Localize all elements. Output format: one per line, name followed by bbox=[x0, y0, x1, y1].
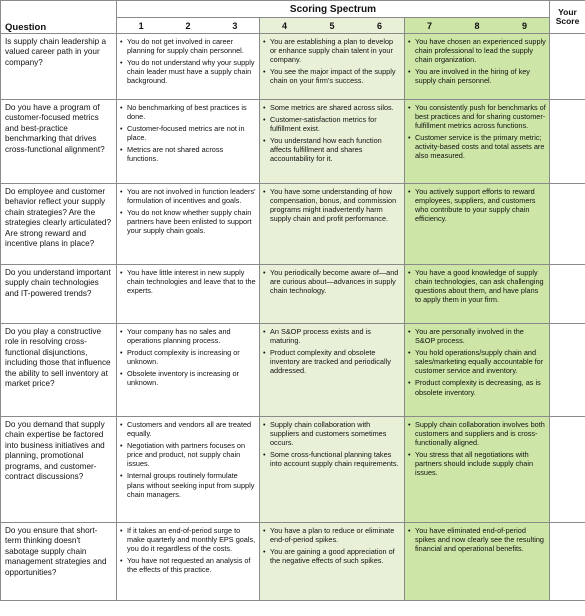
list-item: • You periodically become aware of—and are curious about—advances in supply chain technology. bbox=[263, 268, 401, 295]
criteria-list bbox=[117, 34, 259, 90]
question-cell: Do you understand important supply chain technologies and IT-powered trends? bbox=[1, 265, 117, 324]
criteria-list bbox=[405, 523, 549, 558]
list-item: • Customer-satisfaction metrics for fulfillment exist. bbox=[263, 115, 401, 133]
score-5: 5 bbox=[329, 20, 335, 31]
question-cell: Do you ensure that short-term thinking doesn't sabotage supply chain management strategies and opportunities? bbox=[1, 523, 117, 601]
criteria-cell-high bbox=[405, 324, 550, 417]
your-score-cell[interactable] bbox=[550, 34, 585, 100]
list-item: • Supply chain collaboration with suppliers and customers sometimes occurs. bbox=[263, 420, 401, 447]
your-score-cell[interactable] bbox=[550, 184, 585, 265]
criteria-cell-mid bbox=[260, 34, 405, 100]
your-score-label-1: Your bbox=[558, 7, 577, 17]
criteria-cell-low bbox=[117, 265, 260, 324]
criteria-list bbox=[405, 265, 549, 309]
your-score-cell[interactable] bbox=[550, 100, 585, 184]
score-9: 9 bbox=[522, 20, 528, 31]
criteria-cell-high bbox=[405, 523, 550, 601]
criteria-cell-mid bbox=[260, 265, 405, 324]
score-3: 3 bbox=[232, 20, 238, 31]
score-7: 7 bbox=[426, 20, 432, 31]
score-2: 2 bbox=[185, 20, 191, 31]
list-item: • You have chosen an experienced supply chain professional to lead the supply chain organization. bbox=[408, 37, 546, 64]
your-score-cell[interactable] bbox=[550, 417, 585, 523]
list-item: • You are gaining a good appreciation of the negative effects of such spikes. bbox=[263, 547, 401, 565]
list-item: • You actively support efforts to reward employees, suppliers, and customers who contribute to your supply chain efficiency. bbox=[408, 187, 546, 223]
criteria-cell-high bbox=[405, 34, 550, 100]
list-item: • You stress that all negotiations with partners should include supply chain issues. bbox=[408, 450, 546, 477]
list-item: • You understand how each function affects fulfillment and shares accountability for it. bbox=[263, 136, 401, 163]
list-item: • Product complexity and obsolete inventory are tracked and periodically addressed. bbox=[263, 348, 401, 375]
your-score-cell[interactable] bbox=[550, 265, 585, 324]
question-cell: Do you demand that supply chain expertise be factored into business initiatives and planning, promotional programs, and customer-contract discussions? bbox=[1, 417, 117, 523]
criteria-cell-mid bbox=[260, 100, 405, 184]
list-item: • You have eliminated end-of-period spikes and now clearly see the resulting financial and operational benefits. bbox=[408, 526, 546, 553]
list-item: • You see the major impact of the supply chain on your firm's success. bbox=[263, 67, 401, 85]
question-cell: Do you have a program of customer-focused metrics and best-practice benchmarking that drives cross-functional alignment? bbox=[1, 100, 117, 184]
list-item: • Some cross-functional planning takes into account supply chain requirements. bbox=[263, 450, 401, 468]
list-item: • Customer service is the primary metric; activity-based costs and total assets are also measured. bbox=[408, 133, 546, 160]
question-cell: Is supply chain leadership a valued career path in your company? bbox=[1, 34, 117, 100]
criteria-cell-mid bbox=[260, 523, 405, 601]
list-item: • You have a plan to reduce or eliminate end-of-period spikes. bbox=[263, 526, 401, 544]
scorecard-body bbox=[1, 34, 585, 601]
list-item: • No benchmarking of best practices is done. bbox=[120, 103, 256, 121]
scoring-spectrum-header: Scoring Spectrum bbox=[117, 1, 550, 18]
list-item: • Obsolete inventory is increasing or unknown. bbox=[120, 369, 256, 387]
score-range-high bbox=[405, 18, 550, 34]
question-cell: Do you play a constructive role in resolving cross-functional disjunctions, including those that influence the ability to sell inventory at market price? bbox=[1, 324, 117, 417]
criteria-cell-mid bbox=[260, 324, 405, 417]
criteria-cell-low bbox=[117, 100, 260, 184]
list-item: • You are establishing a plan to develop or enhance supply chain talent in your company. bbox=[263, 37, 401, 64]
table-row bbox=[1, 265, 585, 324]
list-item: • Some metrics are shared across silos. bbox=[263, 103, 401, 112]
your-score-header bbox=[550, 1, 585, 34]
list-item: • You are personally involved in the S&OP process. bbox=[408, 327, 546, 345]
list-item: • Customers and vendors all are treated equally. bbox=[120, 420, 256, 438]
list-item: • You consistently push for benchmarks of best practices and for sharing customer-fulfillment metrics across functions. bbox=[408, 103, 546, 130]
table-row bbox=[1, 184, 585, 265]
criteria-list bbox=[405, 34, 549, 90]
list-item: • Product complexity is decreasing, as is obsolete inventory. bbox=[408, 378, 546, 396]
list-item: • Customer-focused metrics are not in place. bbox=[120, 124, 256, 142]
criteria-list bbox=[260, 324, 404, 380]
list-item: • You have some understanding of how compensation, bonus, and commission programs might inadvertently harm supply chain and profit performance. bbox=[263, 187, 401, 223]
list-item: • You are involved in the hiring of key supply chain personnel. bbox=[408, 67, 546, 85]
criteria-list bbox=[117, 184, 259, 240]
criteria-cell-mid bbox=[260, 417, 405, 523]
criteria-list bbox=[117, 265, 259, 300]
question-cell: Do employee and customer behavior reflect your supply chain strategies? Are the strategies clearly articulated? Are strong reward and incentive plans in place? bbox=[1, 184, 117, 265]
your-score-cell[interactable] bbox=[550, 324, 585, 417]
criteria-cell-low bbox=[117, 417, 260, 523]
table-row bbox=[1, 324, 585, 417]
criteria-cell-high bbox=[405, 265, 550, 324]
list-item: • If it takes an end-of-period surge to make quarterly and monthly EPS goals, you do it regardless of the costs. bbox=[120, 526, 256, 553]
list-item: • You are not involved in function leaders' formulation of incentives and goals. bbox=[120, 187, 256, 205]
table-row bbox=[1, 100, 585, 184]
score-range-mid bbox=[260, 18, 405, 34]
criteria-cell-low bbox=[117, 34, 260, 100]
criteria-list bbox=[405, 100, 549, 166]
list-item: • Supply chain collaboration involves both customers and suppliers and is cross-functionally aligned. bbox=[408, 420, 546, 447]
criteria-list bbox=[117, 324, 259, 393]
criteria-cell-high bbox=[405, 417, 550, 523]
score-6: 6 bbox=[377, 20, 383, 31]
criteria-list bbox=[117, 100, 259, 169]
score-range-low bbox=[117, 18, 260, 34]
criteria-cell-low bbox=[117, 523, 260, 601]
score-4: 4 bbox=[281, 20, 287, 31]
list-item: • You do not get involved in career planning for supply chain personnel. bbox=[120, 37, 256, 55]
list-item: • Your company has no sales and operations planning process. bbox=[120, 327, 256, 345]
criteria-list bbox=[405, 184, 549, 228]
criteria-list bbox=[405, 417, 549, 483]
criteria-cell-mid bbox=[260, 184, 405, 265]
score-1: 1 bbox=[138, 20, 144, 31]
criteria-list bbox=[405, 324, 549, 402]
criteria-list bbox=[117, 523, 259, 579]
table-row bbox=[1, 523, 585, 601]
table-row bbox=[1, 34, 585, 100]
list-item: • You have little interest in new supply chain technologies and leave that to the experts. bbox=[120, 268, 256, 295]
your-score-cell[interactable] bbox=[550, 523, 585, 601]
score-8: 8 bbox=[474, 20, 480, 31]
criteria-list bbox=[260, 184, 404, 228]
list-item: • Product complexity is increasing or unknown. bbox=[120, 348, 256, 366]
criteria-list bbox=[260, 417, 404, 473]
list-item: • You do not know whether supply chain partners have been enlisted to support your supply chain goals. bbox=[120, 208, 256, 235]
list-item: • An S&OP process exists and is maturing. bbox=[263, 327, 401, 345]
list-item: • Internal groups routinely formulate plans without seeking input from supply chain managers. bbox=[120, 471, 256, 498]
list-item: • Negotiation with partners focuses on price and product, not supply chain issues. bbox=[120, 441, 256, 468]
list-item: • You have not requested an analysis of the effects of this practice. bbox=[120, 556, 256, 574]
criteria-list bbox=[117, 417, 259, 504]
criteria-list bbox=[260, 523, 404, 570]
table-row bbox=[1, 417, 585, 523]
list-item: • You hold operations/supply chain and sales/marketing equally accountable for customer service and inventory. bbox=[408, 348, 546, 375]
criteria-cell-low bbox=[117, 324, 260, 417]
list-item: • You do not understand why your supply chain leader must have a supply chain background. bbox=[120, 58, 256, 85]
criteria-list bbox=[260, 34, 404, 90]
question-column-header: Question bbox=[1, 1, 117, 34]
criteria-cell-high bbox=[405, 100, 550, 184]
criteria-cell-low bbox=[117, 184, 260, 265]
list-item: • Metrics are not shared across functions. bbox=[120, 145, 256, 163]
your-score-label-2: Score bbox=[555, 16, 580, 26]
criteria-cell-high bbox=[405, 184, 550, 265]
list-item: • You have a good knowledge of supply chain technologies, can ask challenging questions about them, and have plans to apply them in your firm. bbox=[408, 268, 546, 304]
criteria-list bbox=[260, 100, 404, 169]
criteria-list bbox=[260, 265, 404, 300]
